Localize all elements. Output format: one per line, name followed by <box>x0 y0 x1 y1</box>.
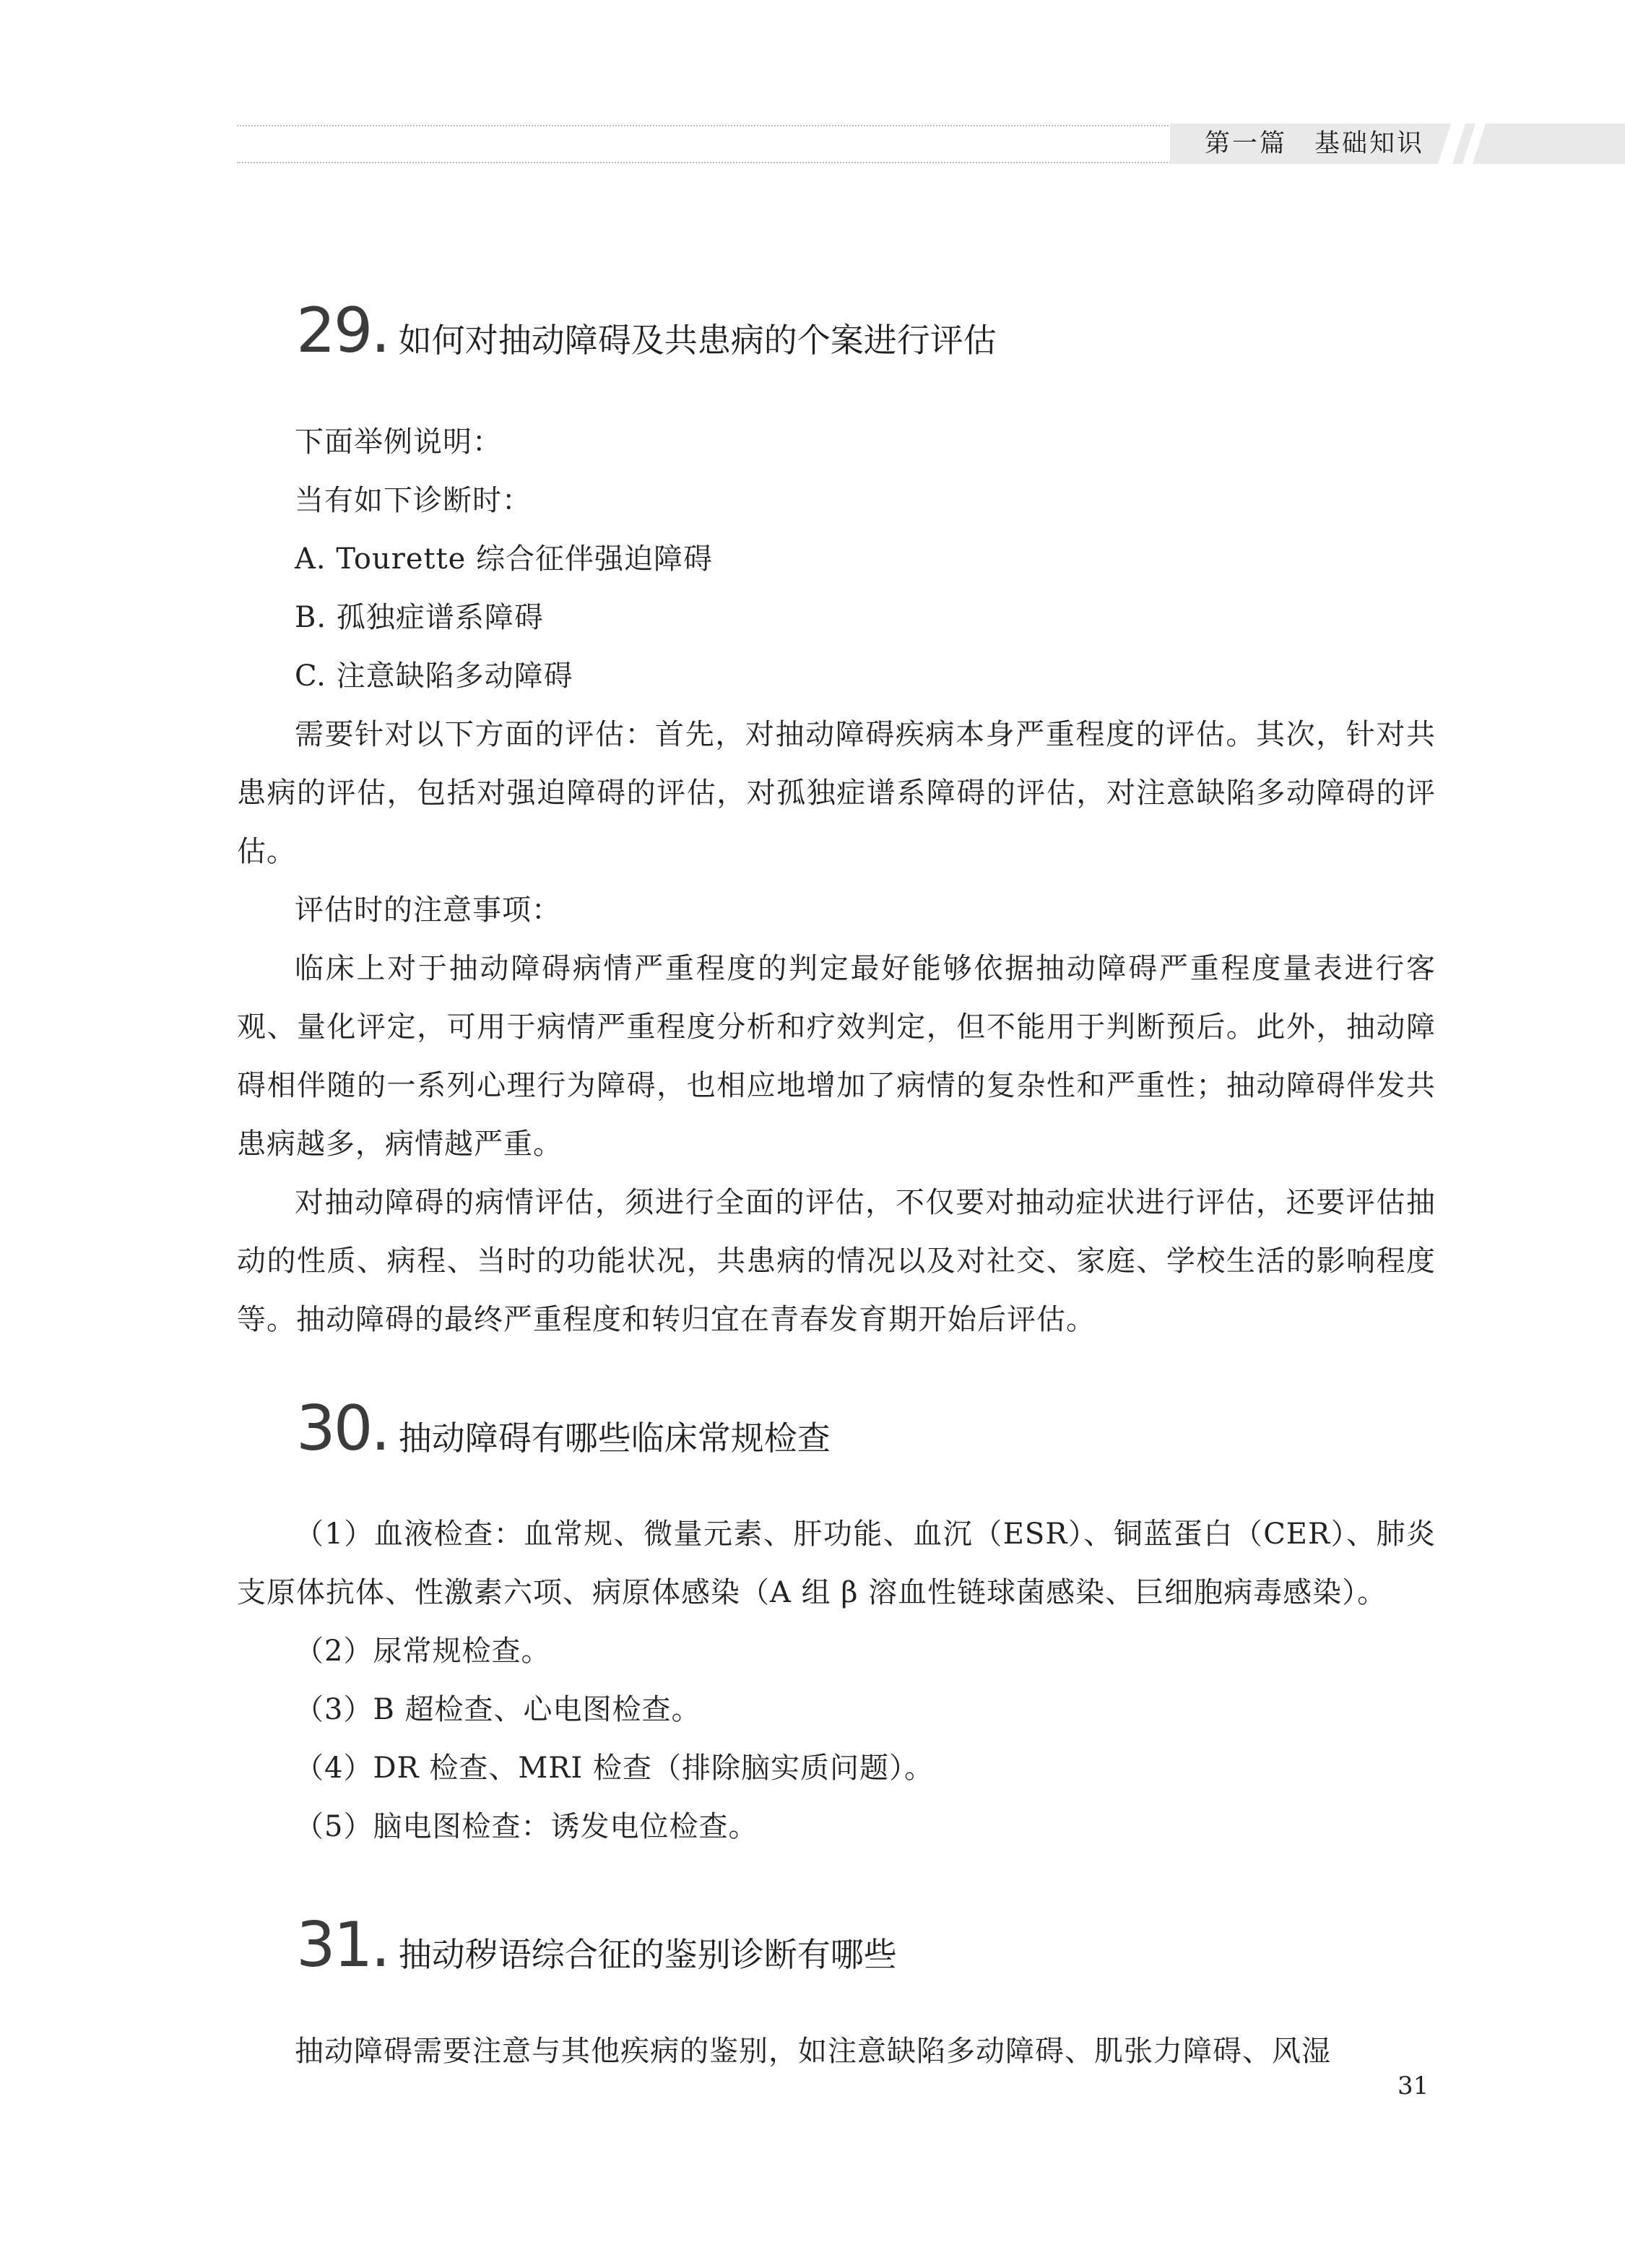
section-number: 29. <box>296 295 389 367</box>
section-number: 31. <box>296 1909 389 1981</box>
paragraph: 下面举例说明： <box>295 425 502 459</box>
list-item: （5）脑电图检查：诱发电位检查。 <box>295 1810 758 1843</box>
header-title: 第一篇 基础知识 <box>1205 129 1425 158</box>
page-number: 31 <box>1398 2072 1429 2100</box>
paragraph: 抽动障碍需要注意与其他疾病的鉴别，如注意缺陷多动障碍、肌张力障碍、风湿 <box>295 2035 1331 2068</box>
list-item: （3）B 超检查、心电图检查。 <box>295 1693 701 1726</box>
section-heading-31 <box>296 1909 897 1981</box>
section-title: 抽动障碍有哪些临床常规检查 <box>398 1419 831 1458</box>
paragraph: （1）血液检查：血常规、微量元素、肝功能、血沉（ESR）、铜蓝蛋白（CER）、肺炎支原体抗体、性激素六项、病原体感染（A 组 β 溶血性链球菌感染、巨细胞病毒感染）。 <box>237 1518 1436 1609</box>
list-item: （4）DR 检查、MRI 检查（排除脑实质问题）。 <box>295 1752 934 1785</box>
section-number: 30. <box>296 1393 389 1465</box>
running-header <box>0 0 1625 188</box>
paragraph: 评估时的注意事项： <box>295 893 561 927</box>
header-dotted-line-bottom <box>237 162 1176 163</box>
paragraph: 对抽动障碍的病情评估，须进行全面的评估，不仅要对抽动症状进行评估，还要评估抽动的性质、病程、当时的功能状况，共患病的情况以及对社交、家庭、学校生活的影响程度等。抽动障碍的最终严重程度和转归宜在青春发育期开始后评估。 <box>237 1186 1436 1336</box>
paragraph: 需要针对以下方面的评估：首先，对抽动障碍疾病本身严重程度的评估。其次，针对共患病的评估，包括对强迫障碍的评估，对孤独症谱系障碍的评估，对注意缺陷多动障碍的评估。 <box>237 718 1436 868</box>
section-heading-30 <box>296 1393 831 1465</box>
section-title: 抽动秽语综合征的鉴别诊断有哪些 <box>398 1935 897 1974</box>
section-title: 如何对抽动障碍及共患病的个案进行评估 <box>398 321 997 360</box>
list-item: A. Tourette 综合征伴强迫障碍 <box>295 542 714 576</box>
list-item: B. 孤独症谱系障碍 <box>295 601 544 634</box>
list-item: C. 注意缺陷多动障碍 <box>295 659 573 693</box>
section-heading-29 <box>296 295 997 367</box>
paragraph: 当有如下诊断时： <box>295 484 532 517</box>
list-item: （2）尿常规检查。 <box>295 1635 551 1668</box>
paragraph: 临床上对于抽动障碍病情严重程度的判定最好能够依据抽动障碍严重程度量表进行客观、量化评定，可用于病情严重程度分析和疗效判定，但不能用于判断预后。此外，抽动障碍相伴随的一系列心理行为障碍，也相应地增加了病情的复杂性和严重性；抽动障碍伴发共患病越多，病情越严重。 <box>237 952 1436 1161</box>
